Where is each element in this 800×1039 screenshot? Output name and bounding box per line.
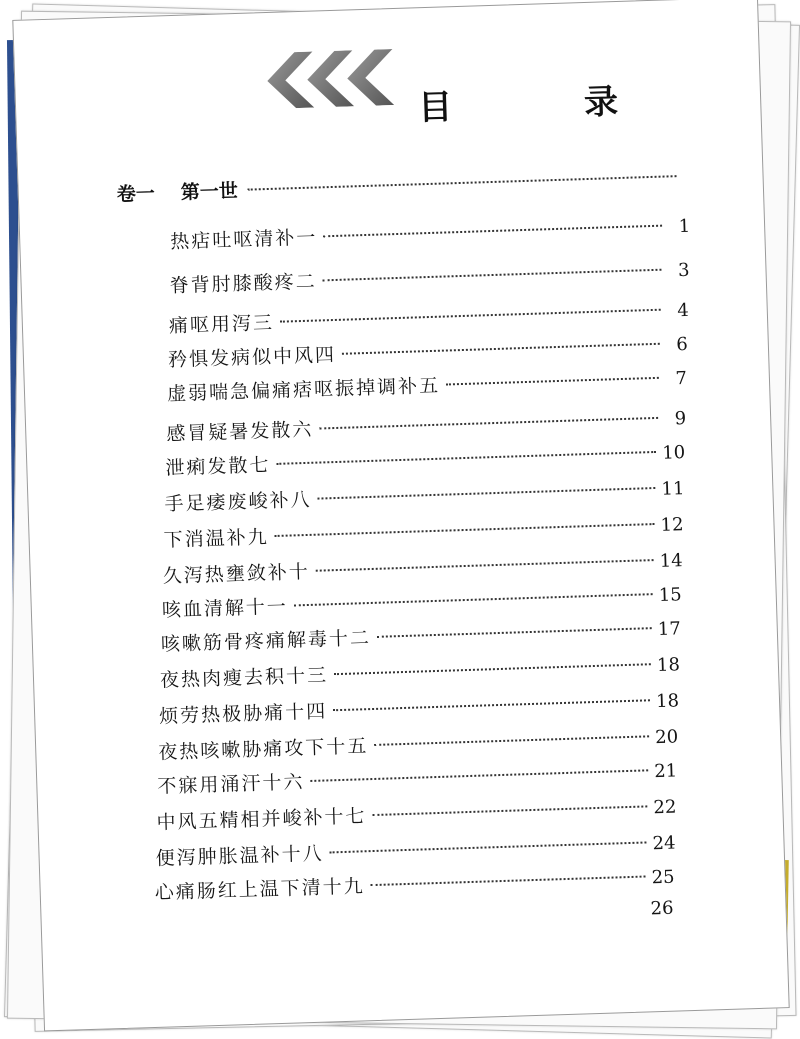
entry-title: 久泻热壅敛补十 bbox=[162, 560, 311, 588]
entry-page: 26 bbox=[650, 897, 674, 920]
toc-page bbox=[12, 0, 789, 1031]
entry-page: 15 bbox=[658, 584, 683, 606]
dot-leader bbox=[333, 699, 650, 711]
entry-title: 咳血清解十一 bbox=[161, 595, 289, 622]
dot-leader bbox=[374, 735, 649, 746]
entry-page: 14 bbox=[659, 550, 683, 572]
volume-heading bbox=[116, 162, 677, 210]
dot-leader bbox=[317, 487, 655, 500]
dot-leader bbox=[319, 417, 658, 430]
triple-chevron-left-icon bbox=[266, 49, 398, 109]
page-title: 目 录 bbox=[417, 80, 679, 129]
toc-entry bbox=[170, 212, 691, 256]
entry-page: 24 bbox=[652, 832, 676, 855]
entry-title: 下消温补九 bbox=[163, 526, 270, 552]
dot-leader bbox=[316, 559, 654, 572]
entry-page: 3 bbox=[677, 259, 690, 282]
dot-leader bbox=[334, 663, 651, 675]
volume-label: 卷一 bbox=[116, 182, 156, 206]
entry-title: 矜惧发病似中风四 bbox=[167, 343, 337, 372]
entry-title: 脊背肘膝酸疼二 bbox=[169, 270, 318, 298]
entry-page: 18 bbox=[656, 654, 681, 677]
dot-leader bbox=[446, 377, 659, 386]
entry-page: 20 bbox=[654, 726, 679, 749]
dot-leader bbox=[330, 841, 647, 853]
entry-title: 手足痿废峻补八 bbox=[164, 488, 312, 516]
entry-page: 21 bbox=[653, 760, 678, 783]
dot-leader bbox=[280, 309, 661, 323]
entry-page: 25 bbox=[651, 866, 675, 889]
entry-page: 9 bbox=[674, 408, 687, 430]
entry-title: 泄痢发散七 bbox=[165, 454, 271, 480]
dot-leader bbox=[294, 593, 653, 606]
entry-page: 17 bbox=[657, 618, 682, 640]
entry-page: 6 bbox=[676, 333, 689, 356]
volume-name: 第一世 bbox=[180, 179, 239, 204]
dot-leader bbox=[372, 805, 647, 816]
entry-title: 中风五精相并峻补十七 bbox=[156, 805, 367, 834]
entry-page: 11 bbox=[661, 478, 685, 500]
entry-page: 4 bbox=[676, 299, 690, 322]
entry-title: 虚弱喘急偏痛痞呕振掉调补五 bbox=[166, 374, 441, 406]
entry-page: 1 bbox=[678, 215, 691, 238]
dot-leader bbox=[377, 627, 652, 638]
dot-leader bbox=[276, 451, 656, 465]
dot-leader bbox=[275, 523, 655, 537]
entry-title: 烦劳热极胁痛十四 bbox=[158, 700, 328, 728]
entry-title: 痛呕用泻三 bbox=[168, 311, 275, 338]
dot-leader bbox=[342, 343, 660, 355]
entry-title: 心痛肠红上温下清十九 bbox=[154, 875, 366, 904]
entry-page: 7 bbox=[675, 367, 688, 390]
entry-title: 热痁吐呕清补一 bbox=[170, 226, 318, 254]
dot-leader bbox=[323, 225, 662, 238]
entry-page: 12 bbox=[660, 514, 684, 536]
dot-leader bbox=[371, 875, 646, 886]
entry-title: 感冒疑暑发散六 bbox=[166, 418, 314, 446]
entry-title: 夜热肉瘦去积十三 bbox=[159, 664, 329, 692]
entry-page: 18 bbox=[655, 690, 680, 713]
toc-entry bbox=[169, 256, 690, 300]
entry-page: 10 bbox=[661, 442, 686, 464]
entry-page: 22 bbox=[653, 796, 677, 819]
dot-leader bbox=[310, 769, 648, 782]
entry-title: 不寐用涌汗十六 bbox=[157, 771, 305, 798]
dot-leader bbox=[248, 175, 677, 190]
entry-title: 便泻肿胀温补十八 bbox=[155, 842, 324, 870]
entry-title: 夜热咳嗽胁痛攻下十五 bbox=[158, 735, 369, 764]
entry-title: 咳嗽筋骨疼痛解毒十二 bbox=[160, 627, 372, 656]
dot-leader bbox=[323, 269, 662, 282]
